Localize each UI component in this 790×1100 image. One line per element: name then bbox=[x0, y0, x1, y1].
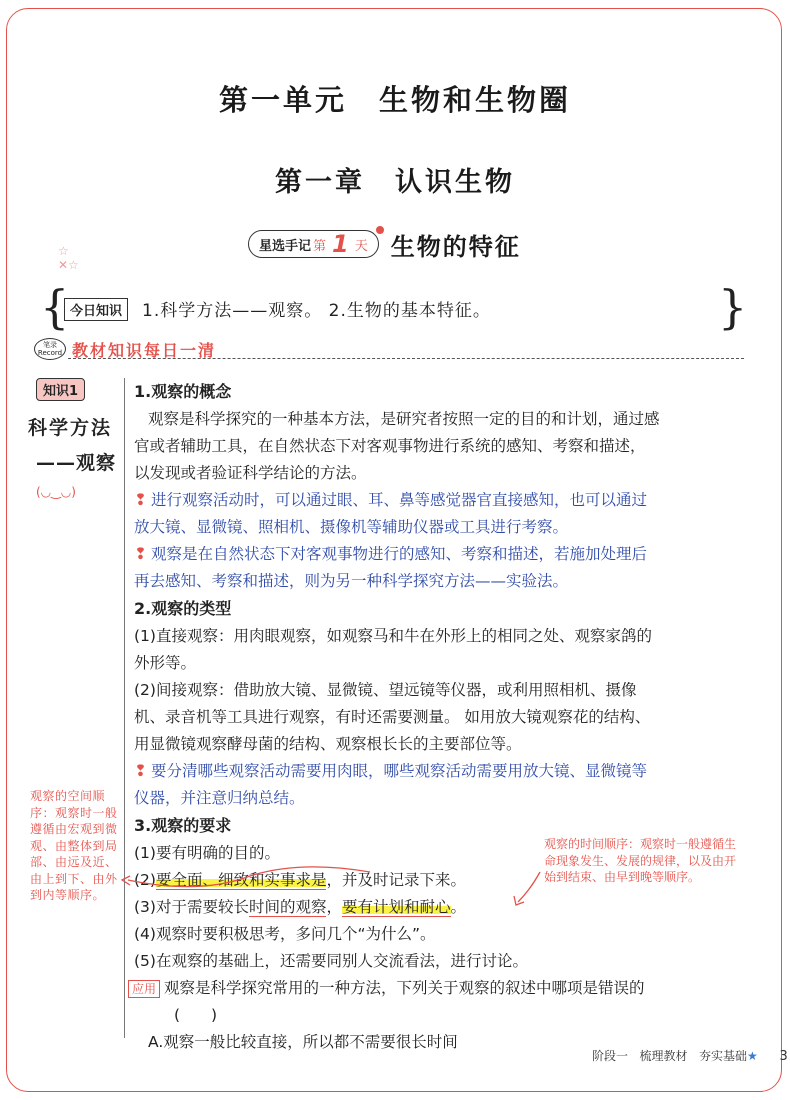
requirement-item: (1)要有明确的目的。 bbox=[134, 844, 280, 862]
knowledge-title-line2: ——观察 bbox=[35, 452, 116, 474]
footer-stage: 阶段一 bbox=[592, 1049, 629, 1063]
day-badge-prefix: 星选手记 bbox=[259, 238, 312, 254]
item-prefix: (3)对于需要较长 bbox=[134, 898, 249, 916]
item-punct: ， bbox=[326, 898, 342, 916]
knowledge-badge: 知识1 bbox=[36, 378, 85, 401]
page-footer bbox=[592, 1047, 788, 1064]
spatial-order-note: 观察的空间顺序：观察时一般遵循由宏观到微观、由整体到局部、由远及近、由上到下、由外到内等顺序。 bbox=[30, 789, 118, 902]
section-heading: 2.观察的类型 bbox=[134, 599, 232, 618]
footer-text2: 夯实基础 bbox=[698, 1049, 747, 1063]
right-arrow bbox=[518, 872, 540, 902]
text-line: 用显微镜观察酵母菌的结构、观察根长长的主要部位等。 bbox=[134, 735, 522, 753]
item-prefix: (2) bbox=[134, 871, 156, 889]
star-doodle: ☆ ✕☆ bbox=[58, 244, 79, 272]
option-a: A.观察一般比较直接，所以都不需要很长时间 bbox=[148, 1033, 458, 1051]
section-heading: 3.观察的要求 bbox=[134, 816, 232, 835]
day-badge-di: 第 bbox=[313, 238, 327, 254]
text-line: 官或者辅助工具，在自然状态下对客观事物进行系统的感知、考察和描述， bbox=[134, 437, 646, 455]
left-arrow bbox=[128, 867, 370, 887]
text-line: 以发现或者验证科学结论的方法。 bbox=[134, 464, 367, 482]
record-badge: 笔录 Record bbox=[34, 338, 66, 360]
text-line: 机、录音机等工具进行观察，有时还需要测量。 如用放大镜观察花的结构、 bbox=[134, 708, 651, 726]
section-heading: 1.观察的概念 bbox=[134, 382, 232, 401]
text-line: 外形等。 bbox=[134, 654, 197, 672]
smile-doodle: (◡‿◡) bbox=[36, 485, 76, 499]
note-line: 再去感知、考察和描述，则为另一种科学探究方法——实验法。 bbox=[134, 572, 569, 590]
star-icon: ★ bbox=[746, 1049, 758, 1063]
highlighted-text: 要有计划和耐心 bbox=[342, 898, 451, 916]
text-line: (1)直接观察：用肉眼观察，如观察马和牛在外形上的相同之处、观察家鸽的 bbox=[134, 627, 652, 645]
note-line: 放大镜、显微镜、照相机、摄像机等辅助仪器或工具进行考察。 bbox=[134, 518, 569, 536]
item-rest: ，并及时记录下来。 bbox=[326, 871, 466, 889]
knowledge-title-line1: 科学方法 bbox=[28, 417, 113, 439]
requirement-item: (5)在观察的基础上，还需要同别人交流看法，进行讨论。 bbox=[134, 952, 528, 970]
unit-title: 第一单元 生物和生物圈 bbox=[218, 83, 571, 117]
note-line: 仪器，并注意归纳总结。 bbox=[134, 789, 305, 807]
footer-text1: 梳理教材 bbox=[639, 1049, 688, 1063]
answer-paren: ( ) bbox=[174, 1006, 218, 1024]
requirement-item: (4)观察时要积极思考，多问几个“为什么”。 bbox=[134, 925, 436, 943]
highlighted-text: 要全面、细致和实事求是 bbox=[155, 871, 327, 889]
left-brace: { bbox=[40, 280, 70, 334]
warning-icon: ❢ bbox=[134, 762, 147, 780]
day-number: 1 bbox=[332, 230, 349, 258]
chapter-title: 第一章 认识生物 bbox=[275, 167, 515, 198]
day-topic: 生物的特征 bbox=[390, 232, 521, 261]
right-brace: } bbox=[718, 280, 748, 334]
warning-icon: ❢ bbox=[134, 491, 147, 509]
today-label: 今日知识 bbox=[64, 298, 128, 321]
temporal-order-note: 观察的时间顺序：观察时一般遵循生命现象发生、发展的规律，以及由开始到结束、由早到晚等顺序。 bbox=[544, 837, 737, 884]
page-number: 3 bbox=[779, 1049, 788, 1064]
text-line: (2)间接观察：借助放大镜、显微镜、望远镜等仪器，或利用照相机、摄像 bbox=[134, 681, 637, 699]
warning-icon: ❢ bbox=[134, 545, 147, 563]
apply-label: 应用 bbox=[128, 980, 160, 998]
record-title: 教材知识每日一清 bbox=[72, 341, 217, 360]
underlined-text: 时间的观察 bbox=[248, 898, 327, 916]
question-text: 观察是科学探究常用的一种方法，下列关于观察的叙述中哪项是错误的 bbox=[164, 979, 645, 997]
today-summary: 1.科学方法——观察。 2.生物的基本特征。 bbox=[142, 301, 491, 321]
note-text: 进行观察活动时，可以通过眼、耳、鼻等感觉器官直接感知，也可以通过 bbox=[151, 491, 648, 509]
text-line: 观察是科学探究的一种基本方法，是研究者按照一定的目的和计划，通过感 bbox=[148, 410, 660, 428]
note-text: 要分清哪些观察活动需要用肉眼，哪些观察活动需要用放大镜、显微镜等 bbox=[151, 762, 648, 780]
item-end: 。 bbox=[450, 898, 467, 916]
day-unit: 天 bbox=[354, 238, 368, 254]
note-text: 观察是在自然状态下对客观事物进行的感知、考察和描述，若施加处理后 bbox=[151, 545, 648, 563]
